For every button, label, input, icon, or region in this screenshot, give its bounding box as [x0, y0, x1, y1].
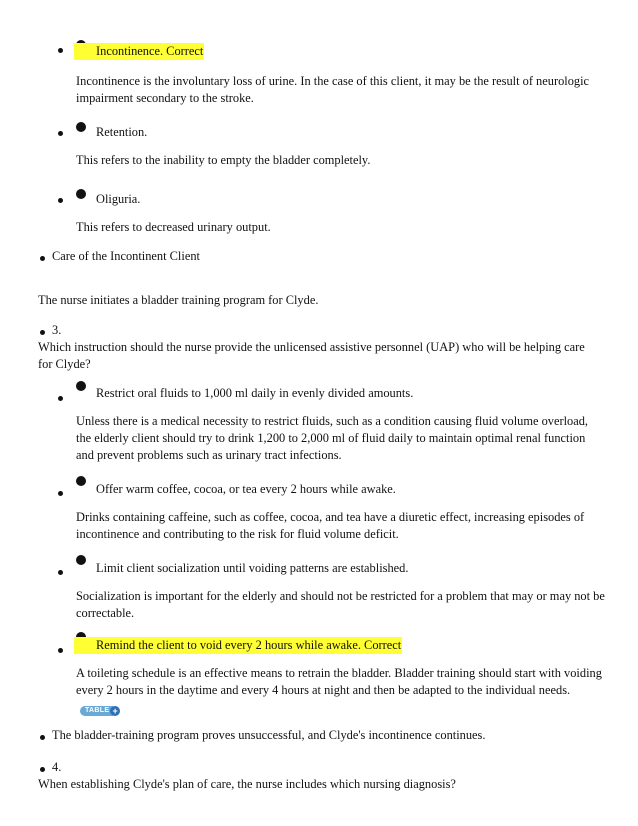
list-bullet [58, 198, 63, 203]
list-bullet [40, 735, 45, 740]
answer-explanation: Incontinence is the involuntary loss of urine. In the case of this client, it may be the result of neurologic impairment secondary to the stroke. [76, 74, 590, 105]
table-icon[interactable] [80, 706, 119, 716]
list-bullet [40, 256, 45, 261]
answer-explanation: This refers to the inability to empty the bladder completely. [76, 153, 371, 167]
answer-option[interactable]: Retention. [96, 125, 148, 139]
radio-icon[interactable] [76, 476, 86, 486]
radio-icon[interactable] [76, 122, 86, 132]
answer-option[interactable]: Offer warm coffee, cocoa, or tea every 2 hours while awake. [96, 482, 396, 496]
answer-option[interactable]: Restrict oral fluids to 1,000 ml daily in evenly divided amounts. [96, 386, 414, 400]
section-heading: Care of the Incontinent Client [52, 249, 200, 263]
answer-option[interactable]: Limit client socialization until voiding patterns are established. [96, 561, 409, 575]
radio-icon[interactable] [76, 381, 86, 391]
answer-explanation [76, 665, 606, 716]
note-text: The bladder-training program proves unsuccessful, and Clyde's incontinence continues. [52, 728, 486, 742]
scenario-text: The nurse initiates a bladder training program for Clyde. [38, 293, 319, 307]
list-bullet [58, 131, 63, 136]
question-text: When establishing Clyde's plan of care, the nurse includes which nursing diagnosis? [38, 777, 456, 791]
question-number: 3. [52, 323, 62, 337]
list-bullet [58, 648, 63, 653]
question-number: 4. [52, 760, 62, 774]
answer-option-correct[interactable]: Remind the client to void every 2 hours while awake. Correct [74, 637, 402, 654]
plus-icon: + [110, 706, 120, 716]
list-bullet [40, 330, 45, 335]
list-bullet [58, 396, 63, 401]
answer-explanation: Drinks containing caffeine, such as coffee, cocoa, and tea have a diuretic effect, increasing episodes of incontinence and contributing to the risk for fluid volume deficit. [76, 510, 585, 541]
list-bullet [58, 570, 63, 575]
explanation-text: A toileting schedule is an effective means to retrain the bladder. Bladder training should start with voiding every 2 hours in the daytime and every 4 hours at night and then be adapted to the individual needs. [76, 666, 602, 697]
list-bullet [58, 48, 63, 53]
list-bullet [40, 767, 45, 772]
answer-explanation: Socialization is important for the elderly and should not be restricted for a problem that may or may not be correctable. [76, 589, 605, 620]
list-bullet [58, 491, 63, 496]
answer-explanation: This refers to decreased urinary output. [76, 220, 271, 234]
answer-explanation: Unless there is a medical necessity to restrict fluids, such as a condition causing fluid volume overload, the elderly client should try to drink 1,200 to 2,000 ml of fluid daily to maintain optimal renal function and prevent problems such as urinary tract infections. [76, 414, 589, 462]
table-icon-label: TABLE [85, 707, 110, 714]
answer-option[interactable]: Oliguria. [96, 192, 141, 206]
question-text: Which instruction should the nurse provide the unlicensed assistive personnel (UAP) who will be helping care for Clyde? [38, 340, 585, 371]
radio-icon[interactable] [76, 189, 86, 199]
radio-icon[interactable] [76, 555, 86, 565]
answer-option-correct[interactable]: Incontinence. Correct [74, 43, 204, 60]
